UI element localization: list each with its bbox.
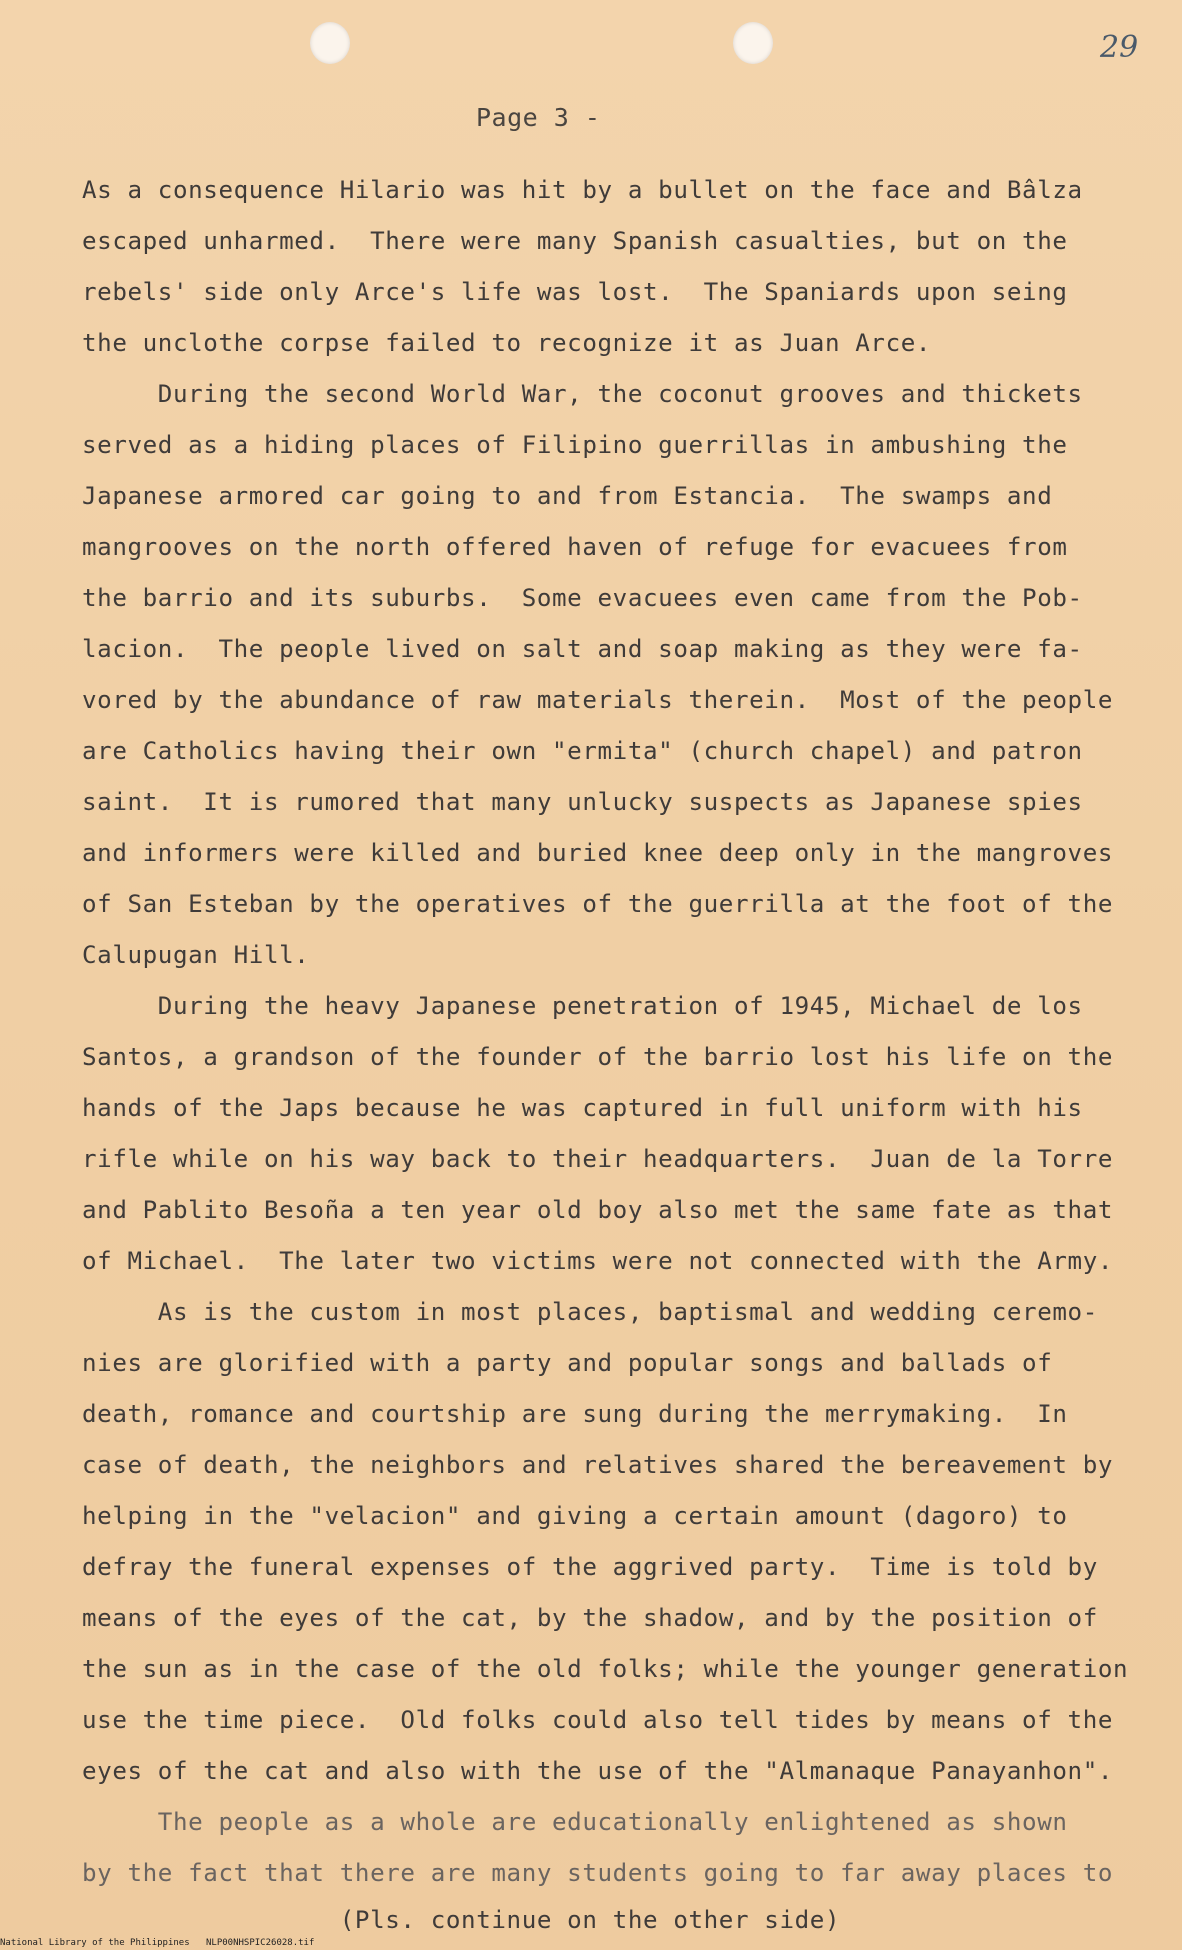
text-line: During the second World War, the coconut grooves and thickets bbox=[82, 380, 1083, 408]
text-line: means of the eyes of the cat, by the shadow, and by the position of bbox=[82, 1604, 1098, 1632]
text-line: case of death, the neighbors and relatives shared the bereavement by bbox=[82, 1451, 1114, 1479]
text-line: use the time piece. Old folks could also tell tides by means of the bbox=[82, 1706, 1114, 1734]
text-line: escaped unharmed. There were many Spanish casualties, but on the bbox=[82, 227, 1068, 255]
text-line: saint. It is rumored that many unlucky suspects as Japanese spies bbox=[82, 788, 1083, 816]
page-heading: Page 3 - bbox=[476, 103, 601, 132]
handwritten-page-number: 29 bbox=[1100, 30, 1139, 65]
punch-hole-right bbox=[733, 22, 773, 64]
text-line: served as a hiding places of Filipino guerrillas in ambushing the bbox=[82, 431, 1068, 459]
text-line: helping in the "velacion" and giving a certain amount (dagoro) to bbox=[82, 1502, 1068, 1530]
text-line: of Michael. The later two victims were not connected with the Army. bbox=[82, 1247, 1114, 1275]
text-line: rifle while on his way back to their headquarters. Juan de la Torre bbox=[82, 1145, 1114, 1173]
text-line: and informers were killed and buried knee deep only in the mangroves bbox=[82, 839, 1114, 867]
footer-institution: National Library of the Philippines bbox=[0, 1938, 190, 1948]
text-line: lacion. The people lived on salt and soap making as they were fa- bbox=[82, 635, 1083, 663]
footer-file-name: NLP00NHSPIC26028.tif bbox=[206, 1938, 315, 1948]
text-line: Santos, a grandson of the founder of the barrio lost his life on the bbox=[82, 1043, 1114, 1071]
text-line: by the fact that there are many students going to far away places to bbox=[82, 1859, 1114, 1887]
text-line: Calupugan Hill. bbox=[82, 941, 310, 969]
text-line: eyes of the cat and also with the use of the "Almanaque Panayanhon". bbox=[82, 1757, 1114, 1785]
text-line: As is the custom in most places, baptismal and wedding ceremo- bbox=[82, 1298, 1098, 1326]
text-line: vored by the abundance of raw materials therein. Most of the people bbox=[82, 686, 1114, 714]
text-line: rebels' side only Arce's life was lost. The Spaniards upon seing bbox=[82, 278, 1068, 306]
text-line: and Pablito Besoña a ten year old boy also met the same fate as that bbox=[82, 1196, 1114, 1224]
punch-hole-left bbox=[310, 22, 350, 64]
text-line: death, romance and courtship are sung during the merrymaking. In bbox=[82, 1400, 1068, 1428]
text-line: are Catholics having their own "ermita" (church chapel) and patron bbox=[82, 737, 1083, 765]
text-line: the barrio and its suburbs. Some evacuees even came from the Pob- bbox=[82, 584, 1083, 612]
text-line: As a consequence Hilario was hit by a bullet on the face and Bâlza bbox=[82, 176, 1083, 204]
text-line: nies are glorified with a party and popular songs and ballads of bbox=[82, 1349, 1053, 1377]
text-line: defray the funeral expenses of the aggrived party. Time is told by bbox=[82, 1553, 1098, 1581]
text-line: of San Esteban by the operatives of the guerrilla at the foot of the bbox=[82, 890, 1114, 918]
text-line: The people as a whole are educationally enlightened as shown bbox=[82, 1808, 1068, 1836]
text-line: the sun as in the case of the old folks; while the younger generation bbox=[82, 1655, 1129, 1683]
text-line: mangrooves on the north offered haven of refuge for evacuees from bbox=[82, 533, 1068, 561]
text-line: During the heavy Japanese penetration of 1945, Michael de los bbox=[82, 992, 1083, 1020]
text-line: hands of the Japs because he was captured in full uniform with his bbox=[82, 1094, 1083, 1122]
continuation-note: (Pls. continue on the other side) bbox=[82, 1906, 841, 1934]
text-line: the unclothe corpse failed to recognize it as Juan Arce. bbox=[82, 329, 932, 357]
text-line: Japanese armored car going to and from Estancia. The swamps and bbox=[82, 482, 1053, 510]
